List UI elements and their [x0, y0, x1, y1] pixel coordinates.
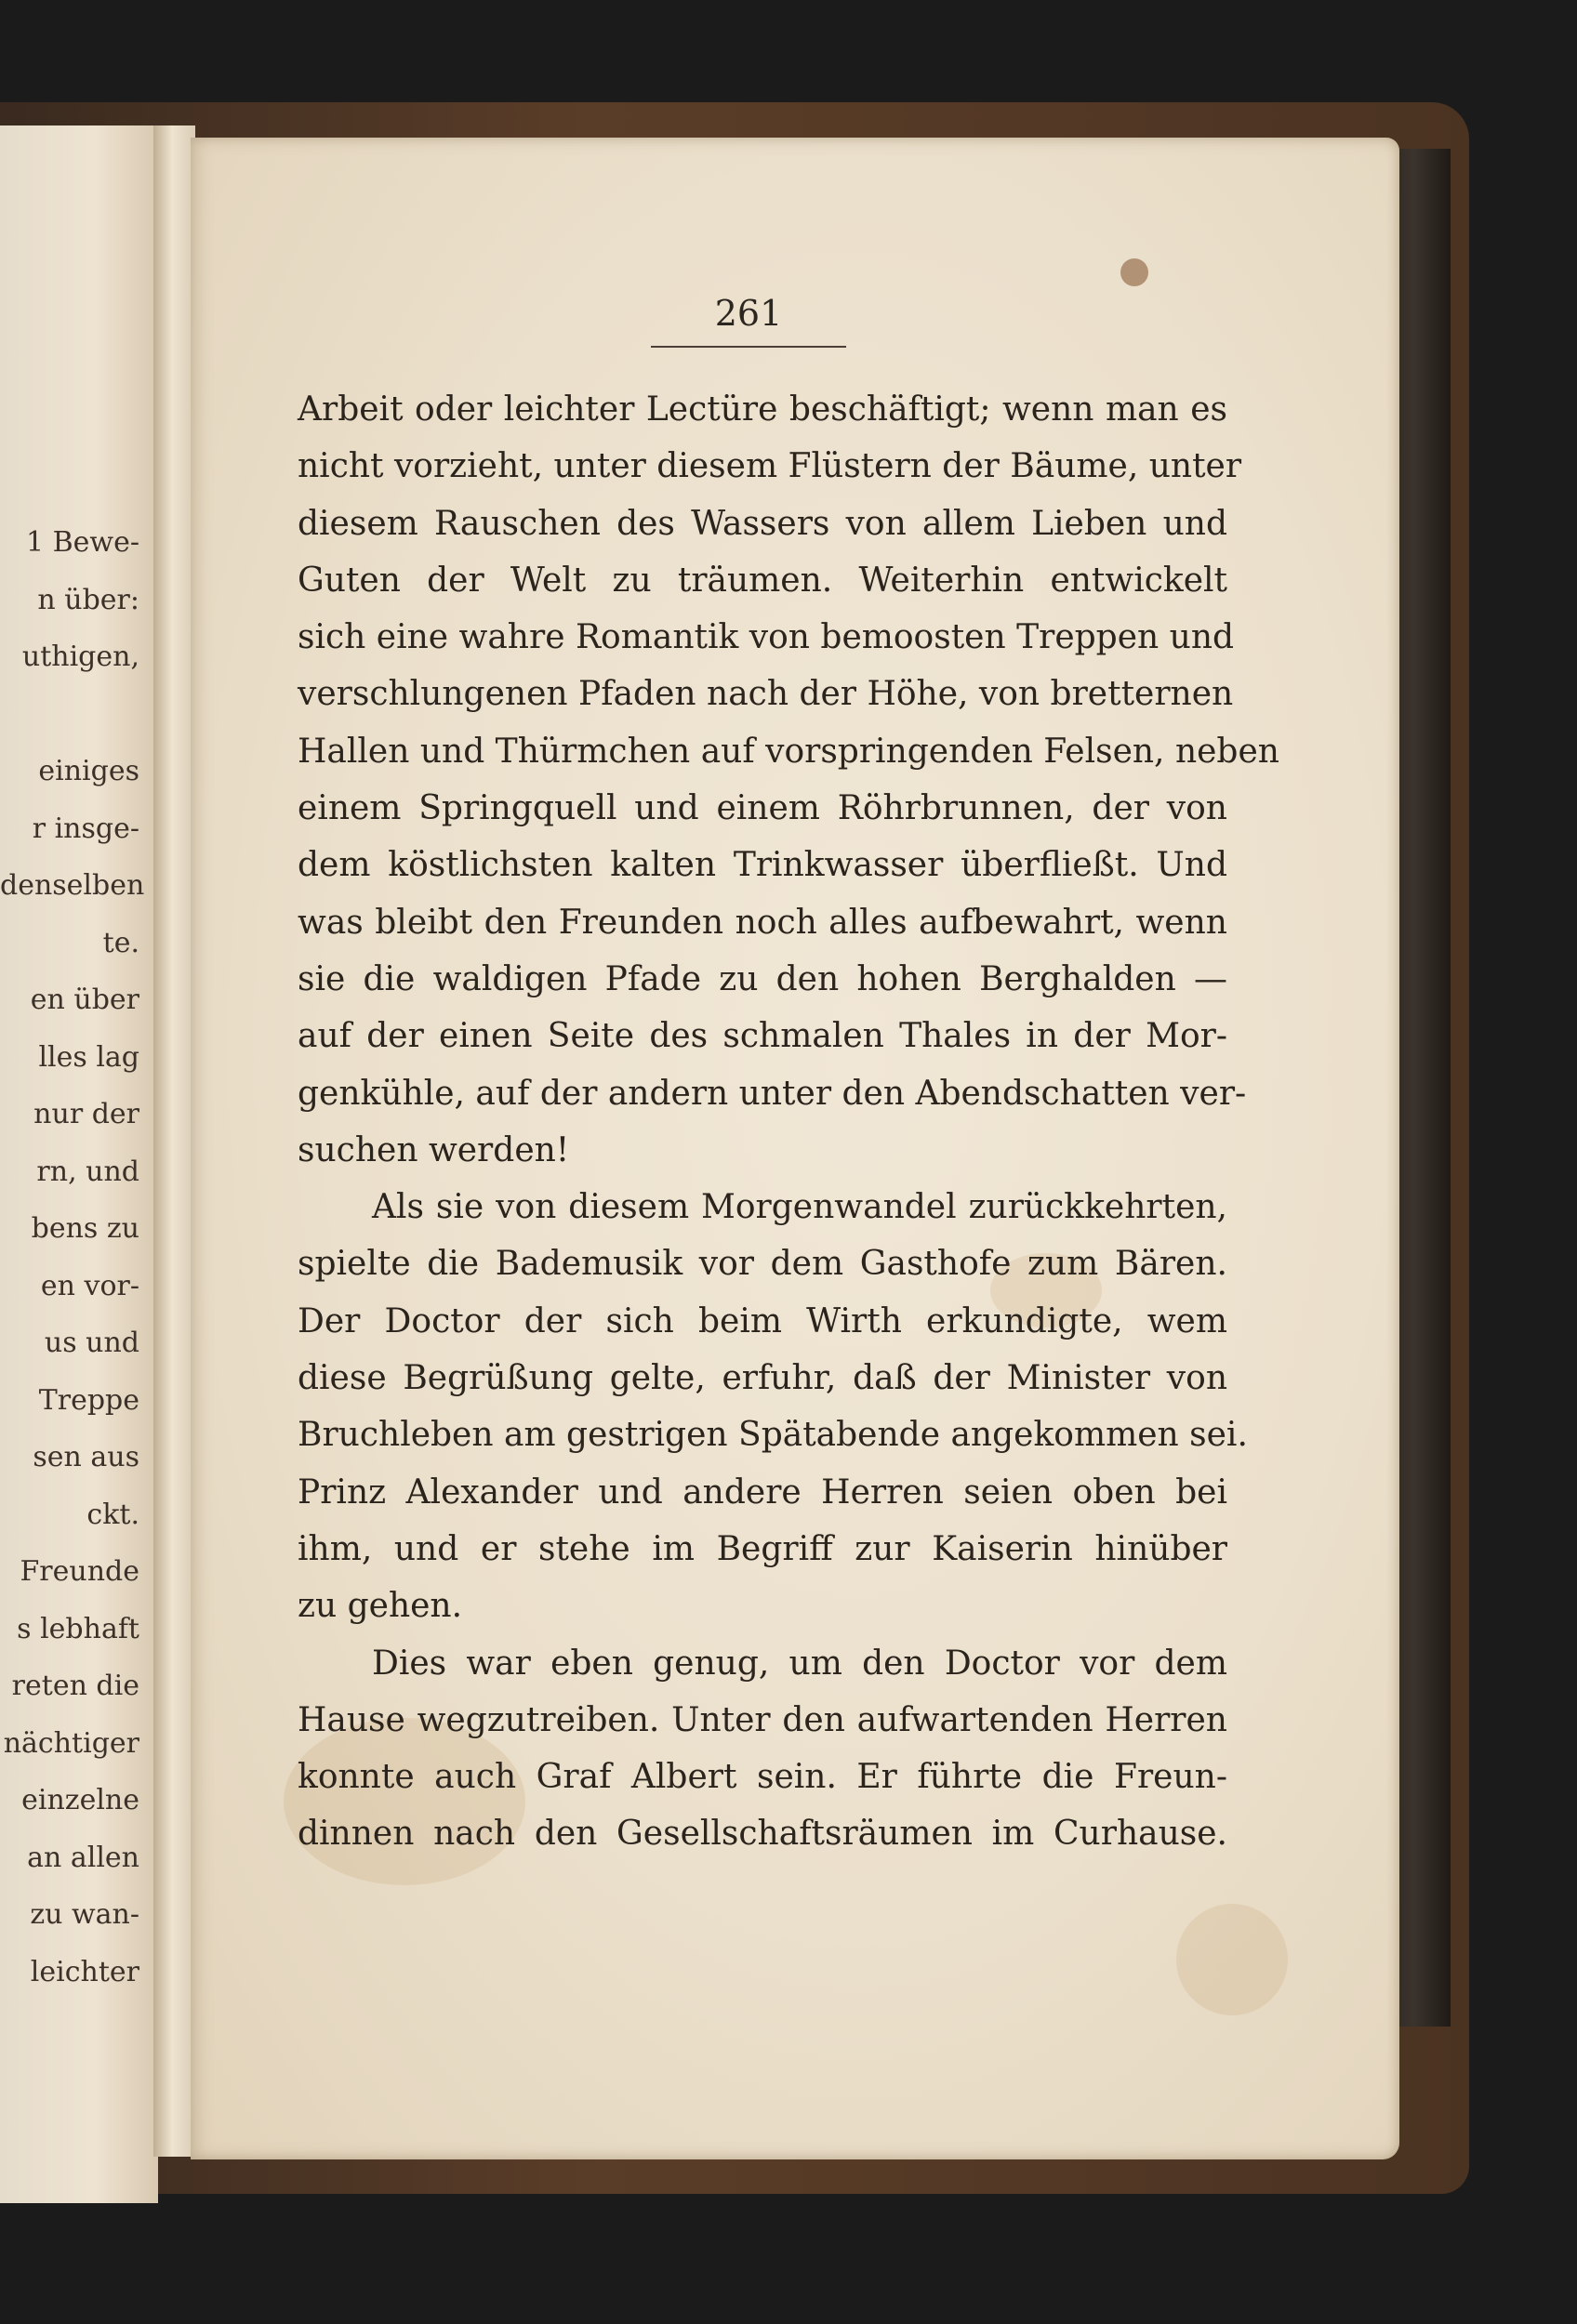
text-line: Guten der Welt zu träumen. Weiterhin entwickelt	[298, 561, 1227, 600]
left-line: en vor-	[40, 1269, 139, 1302]
text-line: sie die waldigen Pfade zu den hohen Berghalden —	[298, 959, 1227, 998]
page-number: 261	[714, 293, 783, 334]
left-line: r insge-	[32, 812, 139, 845]
left-line: reten die	[11, 1670, 139, 1702]
text-line: genkühle, auf der andern unter den Abendschatten ver-	[298, 1074, 1247, 1113]
left-line: 1 Bewe-	[26, 526, 139, 559]
text-line: Der Doctor der sich beim Wirth erkundigte, wem	[298, 1301, 1227, 1340]
text-line: diese Begrüßung gelte, erfuhr, daß der Minister von	[298, 1359, 1227, 1398]
left-line: zu wan-	[30, 1898, 139, 1931]
left-line: ckt.	[86, 1498, 139, 1531]
text-line: verschlungenen Pfaden nach der Höhe, von bretternen	[298, 675, 1234, 714]
left-line: Treppe	[38, 1383, 139, 1417]
left-line	[0, 686, 139, 744]
left-line: en über	[30, 984, 139, 1016]
text-line: dinnen nach den Gesellschaftsräumen im Curhause.	[298, 1815, 1227, 1854]
text-line: zu gehen.	[298, 1587, 463, 1626]
left-line: s lebhaft	[17, 1612, 139, 1645]
text-line: spielte die Bademusik vor dem Gasthofe zum Bären.	[298, 1245, 1227, 1284]
left-line: n über:	[37, 583, 139, 616]
text-line: nicht vorzieht, unter diesem Flüstern der Bäume, unter	[298, 447, 1242, 486]
paper-stain	[1120, 258, 1148, 286]
text-line: was bleibt den Freunden noch alles aufbewahrt, wenn	[298, 903, 1227, 942]
page-number-rule	[651, 346, 846, 348]
left-line: uthigen,	[21, 640, 139, 673]
body-text	[298, 381, 1279, 1863]
left-line: te.	[102, 926, 139, 959]
text-line: Als sie von diesem Morgenwandel zurückkehrten,	[372, 1188, 1227, 1227]
text-line: suchen werden!	[298, 1130, 570, 1169]
left-page	[0, 125, 158, 2203]
left-line: einiges	[38, 755, 139, 787]
text-line: Prinz Alexander und andere Herren seien oben bei	[298, 1472, 1227, 1512]
text-line: Hause wegzutreiben. Unter den aufwartenden Herren	[298, 1700, 1227, 1739]
left-line: us und	[44, 1327, 139, 1359]
text-line: Bruchleben am gestrigen Spätabende angekommen sei.	[298, 1416, 1248, 1455]
text-line: ihm, und er stehe im Begriff zur Kaiserin hinüber	[298, 1529, 1227, 1568]
text-line: dem köstlichsten kalten Trinkwasser überfließt. Und	[298, 846, 1227, 885]
left-line: leichter	[30, 1955, 139, 1988]
paper-stain	[1176, 1904, 1288, 2015]
text-line: einem Springquell und einem Röhrbrunnen, der von	[298, 789, 1227, 828]
left-line: sen aus	[33, 1441, 139, 1473]
left-line: bens zu	[31, 1212, 139, 1245]
text-line: konnte auch Graf Albert sein. Er führte die Freun-	[298, 1758, 1227, 1797]
left-page-text	[0, 514, 145, 2000]
text-line: sich eine wahre Romantik von bemoosten Treppen und	[298, 618, 1235, 657]
page-gutter	[153, 125, 195, 2157]
left-line: nächtiger	[3, 1726, 139, 1760]
text-line: diesem Rauschen des Wassers von allem Lieben und	[298, 504, 1227, 543]
left-line: lles lag	[38, 1040, 139, 1074]
text-line: Arbeit oder leichter Lectüre beschäftigt; wenn man es	[298, 390, 1227, 429]
left-line: an allen	[27, 1841, 139, 1874]
text-line: Dies war eben genug, um den Doctor vor dem	[372, 1644, 1227, 1683]
left-line: rn, und	[36, 1155, 139, 1188]
text-line: auf der einen Seite des schmalen Thales in der Mor-	[298, 1017, 1227, 1056]
left-line: nur der	[33, 1098, 139, 1130]
left-line: einzelne	[21, 1784, 139, 1816]
text-line: Hallen und Thürmchen auf vorspringenden Felsen, neben	[298, 732, 1279, 771]
left-line: denselben	[0, 869, 145, 902]
left-line: Freunde	[20, 1555, 139, 1588]
